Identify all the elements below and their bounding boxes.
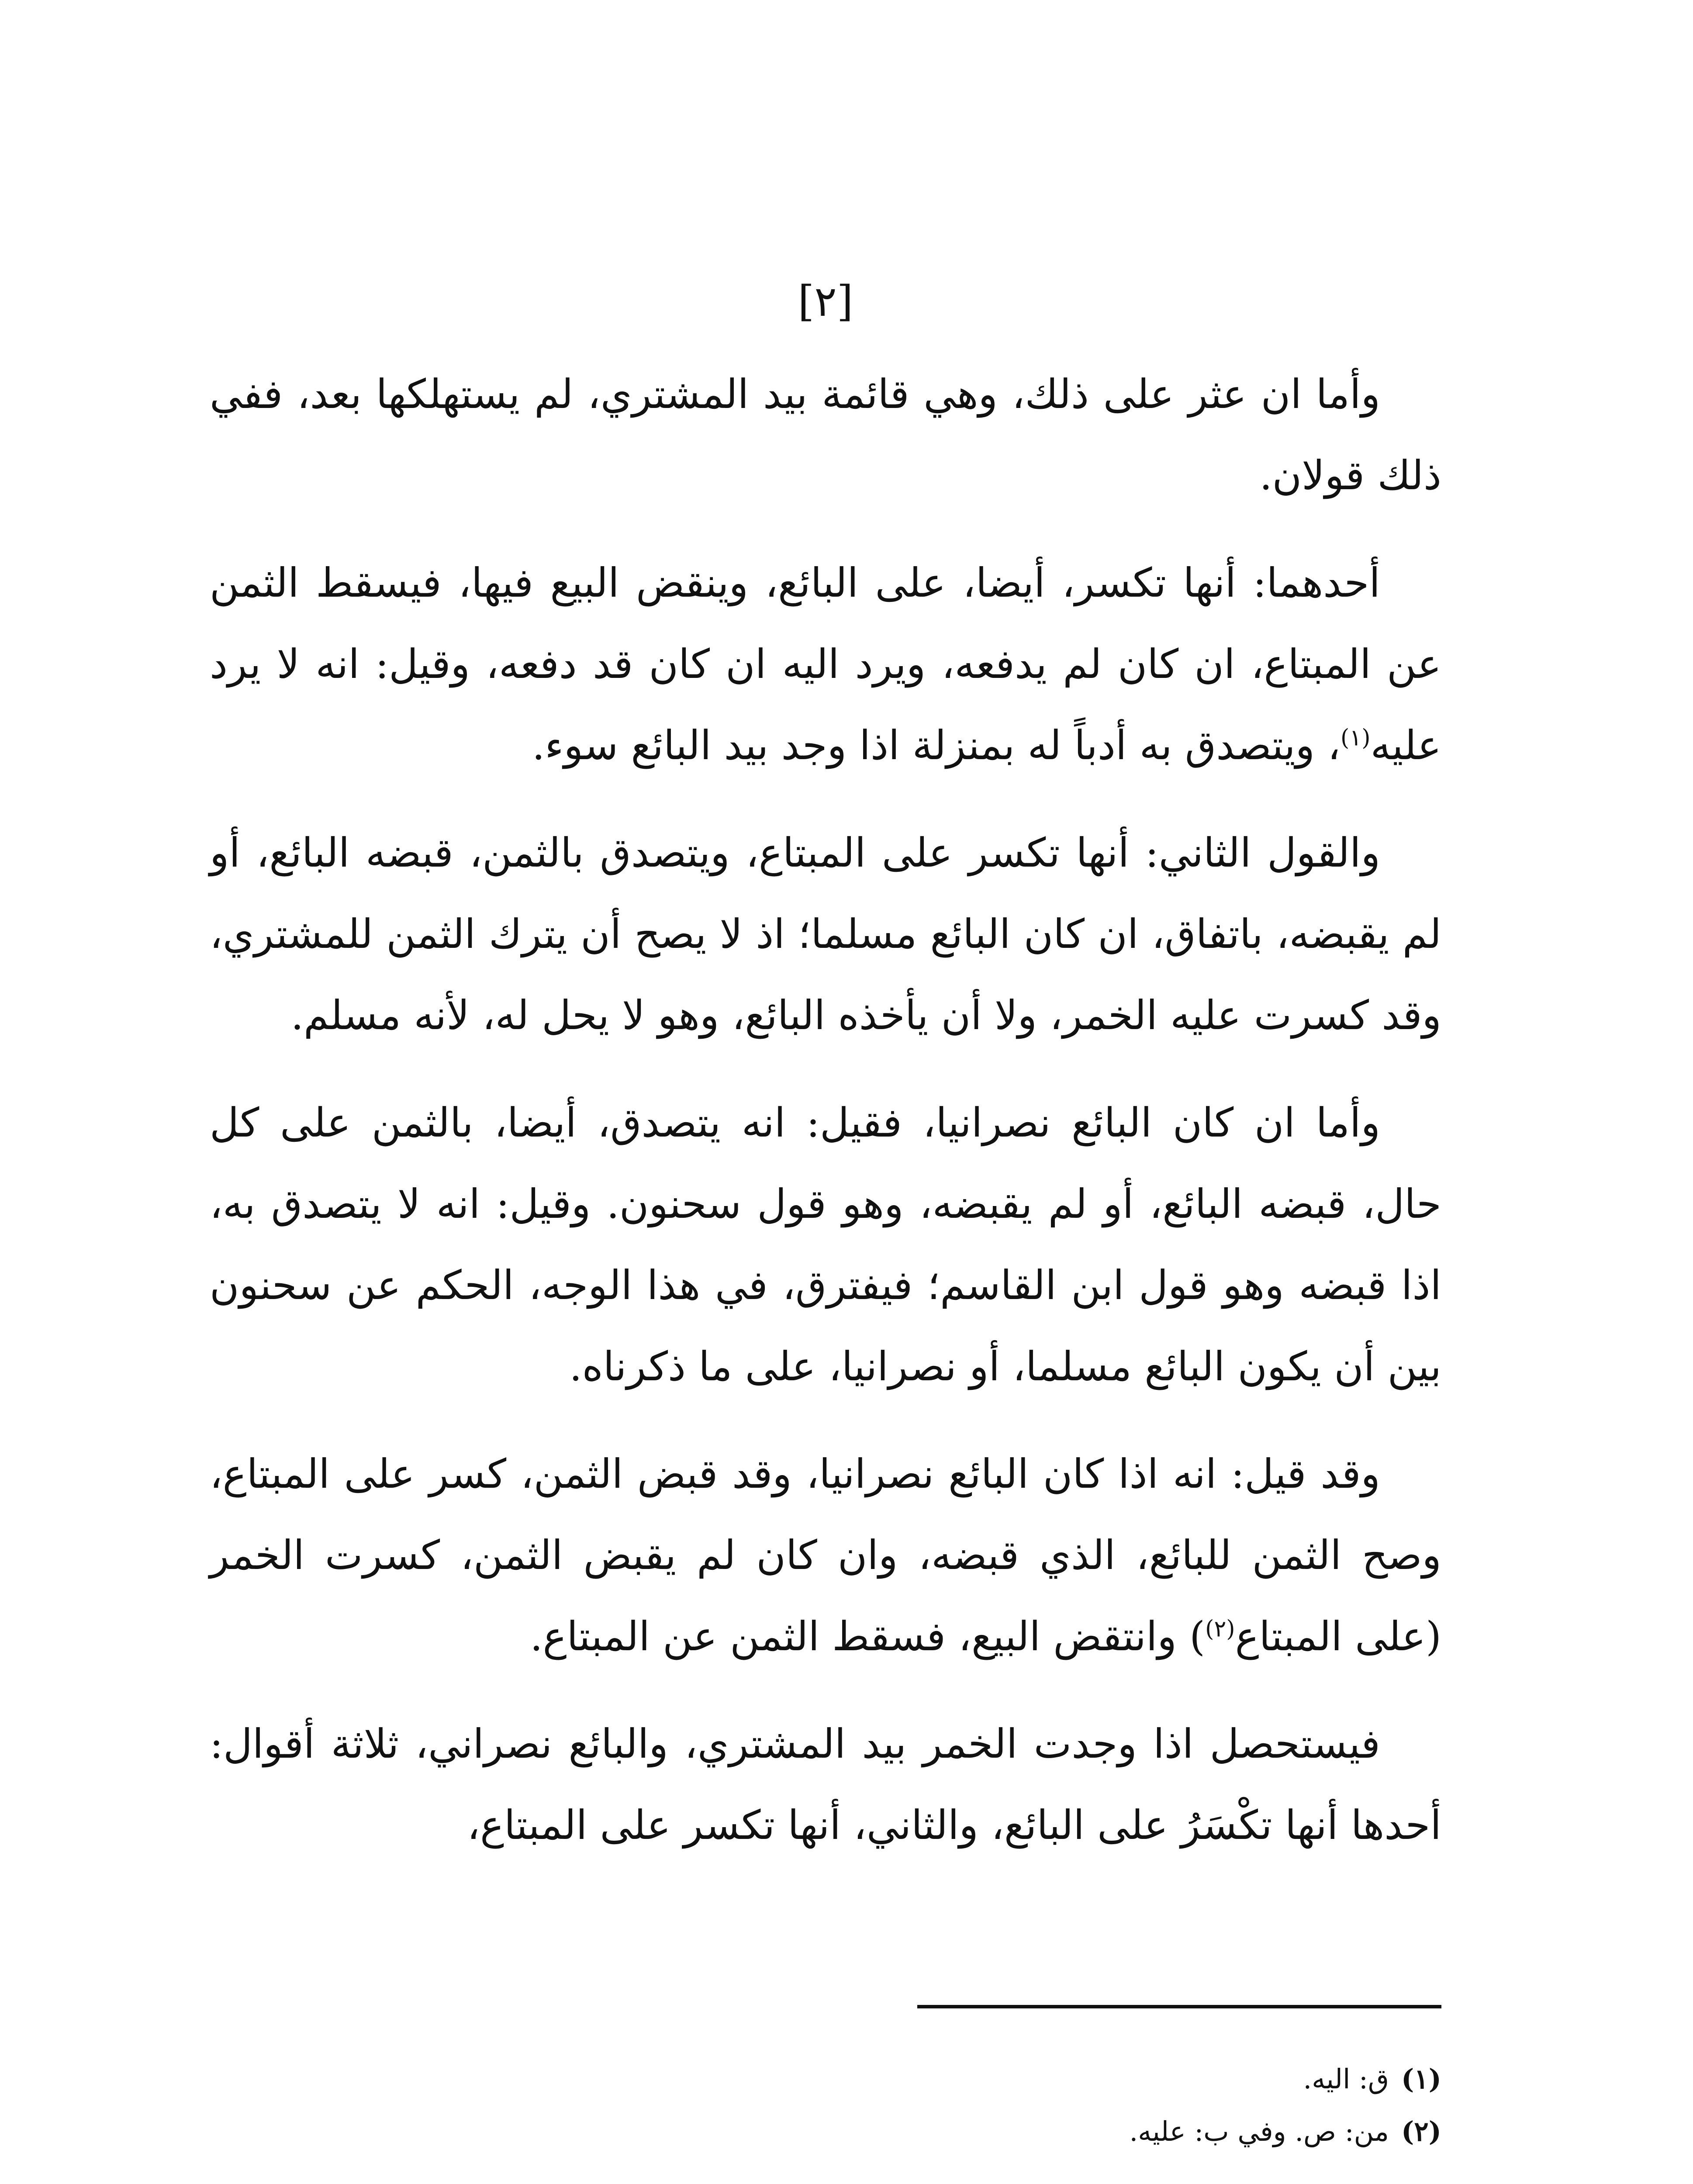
section-number: [٢] — [798, 277, 853, 326]
paragraph-text: أحدهما: أنها تكسر، أيضا، على البائع، وينقض البيع فيها، فيسقط الثمن عن المبتاع، ان كان لم يدفعه، ويرد اليه ان كان قد دفعه، وقيل: انه لا يرد عليه — [210, 560, 1441, 769]
footnotes — [210, 2053, 1441, 2158]
footnote-ref-1: (١) — [1341, 725, 1371, 751]
paragraph-text: ، ويتصدق به أدباً له بمنزلة اذا وجد بيد البائع سوء. — [532, 722, 1341, 769]
paragraph-4 — [210, 1082, 1441, 1407]
paragraph-text: والقول الثاني: أنها تكسر على المبتاع، ويتصدق بالثمن، قبضه البائع، أو لم يقبضه، باتفاق، ان كان البائع مسلما؛ اذ لا يصح أن يترك الثمن للمشتري، وقد كسرت عليه الخمر، ولا أن يأخذه البائع، وهو لا يحل له، لأنه مسلم. — [210, 829, 1441, 1039]
paragraph-1 — [210, 354, 1441, 516]
paragraph-2 — [210, 543, 1441, 786]
footnote-number: (٢) — [1401, 2115, 1441, 2147]
paragraph-text: وأما ان عثر على ذلك، وهي قائمة بيد المشتري، لم يستهلكها بعد، ففي ذلك قولان. — [210, 371, 1441, 499]
footnote-text: ق: اليه. — [1303, 2063, 1389, 2095]
footnote-number: (١) — [1401, 2063, 1441, 2095]
paragraph-text: وقد قيل: انه اذا كان البائع نصرانيا، وقد قبض الثمن، كسر على المبتاع، وصح الثمن للبائع، الذي قبضه، وان كان لم يقبض الثمن، كسرت الخمر (على المبتاع — [210, 1451, 1441, 1660]
footnote-divider — [917, 2005, 1441, 2008]
paragraph-text: وأما ان كان البائع نصرانيا، فقيل: انه يتصدق، أيضا، بالثمن على كل حال، قبضه البائع، أو لم يقبضه، وهو قول سحنون. وقيل: انه لا يتصدق به، اذا قبضه وهو قول ابن القاسم؛ فيفترق، في هذا الوجه، الحكم عن سحنون بين أن يكون البائع مسلما، أو نصرانيا، على ما ذكرناه. — [210, 1099, 1441, 1390]
body-text — [210, 354, 1441, 1892]
paragraph-text: ) وانتقض البيع، فسقط الثمن عن المبتاع. — [530, 1613, 1206, 1660]
paragraph-5 — [210, 1434, 1441, 1677]
footnote-text: من: ص. وفي ب: عليه. — [1129, 2115, 1389, 2147]
paragraph-text: فيستحصل اذا وجدت الخمر بيد المشتري، والبائع نصراني، ثلاثة أقوال: أحدها أنها تكْسَرُ على البائع، والثاني، أنها تكسر على المبتاع، — [210, 1721, 1441, 1849]
footnote-2 — [210, 2105, 1441, 2158]
paragraph-6 — [210, 1704, 1441, 1866]
book-page — [210, 245, 1441, 2184]
paragraph-3 — [210, 812, 1441, 1056]
footnote-ref-2: (٢) — [1205, 1616, 1235, 1642]
footnote-1 — [210, 2053, 1441, 2105]
